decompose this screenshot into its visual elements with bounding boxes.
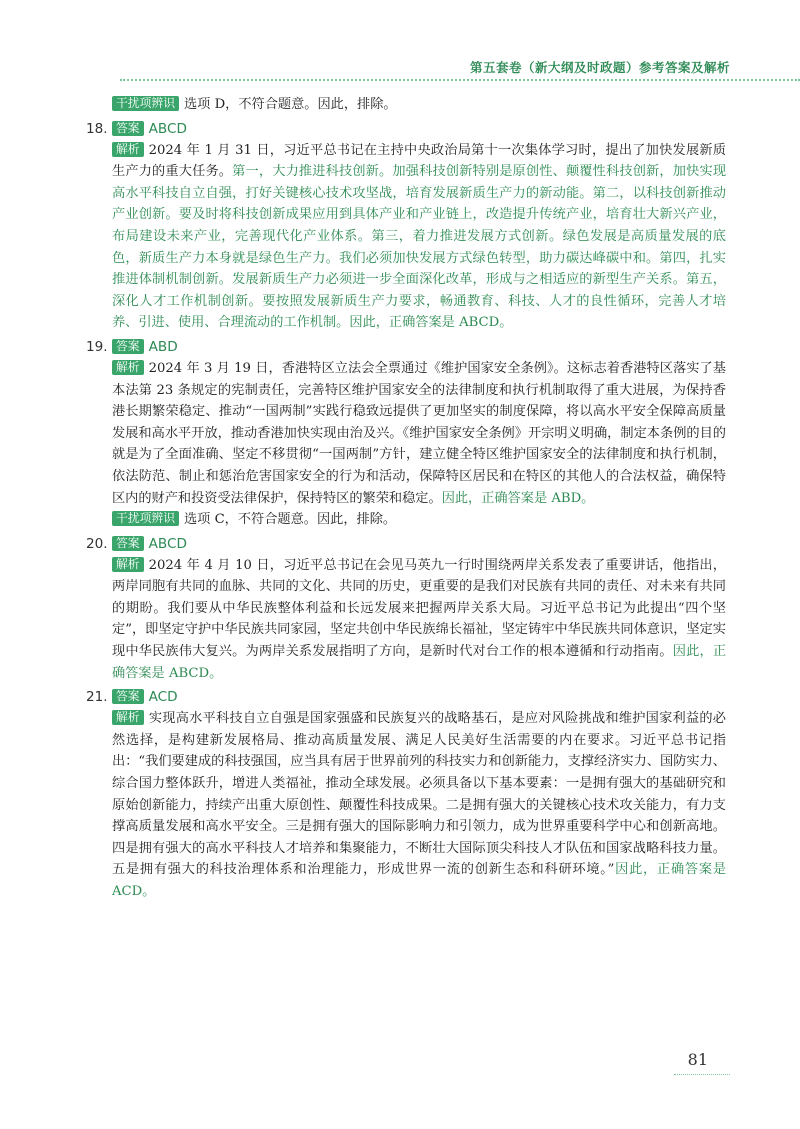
analysis-tag: 解析 [112, 557, 144, 572]
page-number-divider [674, 1074, 730, 1075]
question-20-answer-row [86, 533, 726, 555]
answer-letters: ABD [148, 338, 178, 355]
analysis-highlight: 第一，大力推进科技创新。加强科技创新特别是原创性、颠覆性科技创新，加快实现高水平科技自立自强，打好关键核心技术攻坚战，培育发展新质生产力的新动能。第二，以科技创新推动产业创新。要及时将科技创新成果应用到具体产业和产业链上，改造提升传统产业，培育壮大新兴产业，布局建设未来产业，完善现代化产业体系。第三，着力推进发展方式创新。绿色发展是高质量发展的底色，新质生产力本身就是绿色生产力。我们必须加快发展方式绿色转型，助力碳达峰碳中和。第四，扎实推进体制机制创新。发展新质生产力必须进一步全面深化改革，形成与之相适应的新型生产关系。第五，深化人才工作机制创新。要按照发展新质生产力要求，畅通教育、科技、人才的良性循环，完善人才培养、引进、使用、合理流动的工作机制。因此，正确答案是 ABCD。 [112, 164, 727, 331]
answer-letters: ABCD [148, 120, 187, 137]
distractor-note-prev [112, 94, 726, 116]
distractor-text: 选项 D，不符合题意。因此，排除。 [184, 97, 397, 112]
question-number: 19. [86, 338, 108, 355]
analysis-tag: 解析 [112, 710, 144, 725]
answer-letters: ACD [148, 689, 178, 706]
question-21-answer-row [86, 686, 726, 708]
distractor-tag: 干扰项辨识 [112, 511, 179, 526]
answer-letters: ABCD [148, 535, 187, 552]
question-number: 18. [86, 120, 108, 137]
question-18-answer-row [86, 118, 726, 140]
analysis-text: 实现高水平科技自立自强是国家强盛和民族复兴的战略基石，是应对风险挑战和维护国家利益的必然选择，是构建新发展格局、推动高质量发展、满足人民美好生活需要的内在要求。习近平总书记指出：“我们要建成的科技强国，应当具有居于世界前列的科技实力和创新能力，支撑经济实力、国防实力、综合国力整体跃升，增进人类福祉，推动全球发展。必须具备以下基本要素：一是拥有强大的基础研究和原始创新能力，持续产出重大原创性、颠覆性科技成果。二是拥有强大的关键核心技术攻关能力，有力支撑高质量发展和高水平安全。三是拥有强大的国际影响力和引领力，成为世界重要科学中心和创新高地。四是拥有强大的高水平科技人才培养和集聚能力，不断壮大国际顶尖科技人才队伍和国家战略科技力量。五是拥有强大的科技治理体系和治理能力，形成世界一流的创新生态和科研环境。” [112, 711, 726, 878]
question-18-analysis [112, 140, 726, 334]
question-20-analysis [112, 555, 726, 685]
analysis-highlight: 因此，正确答案是 ACD。 [112, 862, 727, 899]
analysis-tag: 解析 [112, 360, 144, 375]
page-number: 81 [687, 1050, 708, 1069]
header-divider [120, 79, 800, 81]
question-number: 21. [86, 689, 108, 706]
answer-tag: 答案 [112, 689, 144, 704]
question-19-answer-row [86, 336, 726, 358]
analysis-text: 2024 年 3 月 19 日，香港特区立法会全票通过《维护国家安全条例》。这标志着香港特区落实了基本法第 23 条规定的宪制责任，完善特区维护国家安全的法律制度和执行机制取得了重大进展，为保持香港长期繁荣稳定、推动“一国两制”实践行稳致远提供了更加坚实的制度保障，将以高水平安全保障高质量发展和高水平开放，推动香港加快实现由治及兴。《维护国家安全条例》开宗明义明确，制定本条例的目的就是为了全面准确、坚定不移贯彻“一国两制”方针，建立健全特区维护国家安全的法律制度和执行机制，依法防范、制止和惩治危害国家安全的行为和活动，保障特区居民和在特区的其他人的合法权益，确保特区内的财产和投资受法律保护，保持特区的繁荣和稳定。 [112, 360, 726, 506]
question-19-distractor [112, 509, 726, 531]
answer-content [86, 94, 726, 903]
distractor-text: 选项 C，不符合题意。因此，排除。 [184, 512, 397, 528]
header-title: 第五套卷（新大纲及时政题）参考答案及解析 [469, 60, 730, 75]
analysis-text: 2024 年 1 月 31 日，习近平总书记在主持中央政治局第十一次集体学习时，提出了加快发展新质生产力的重大任务。 [112, 142, 726, 180]
analysis-highlight: 因此，正确答案是 ABCD。 [112, 644, 727, 681]
answer-tag: 答案 [112, 121, 144, 136]
question-19-analysis [112, 358, 726, 509]
analysis-text: 2024 年 4 月 10 日，习近平总书记在会见马英九一行时围绕两岸关系发表了重要讲话，他指出，两岸同胞有共同的血脉、共同的文化、共同的历史，更重要的是我们对民族有共同的责任、对未来有共同的期盼。我们要从中华民族整体利益和长远发展来把握两岸关系大局。习近平总书记为此提出“四个坚定”，即坚定守护中华民族共同家园，坚定共创中华民族绵长福祉，坚定铸牢中华民族共同体意识，坚定实现中华民族伟大复兴。为两岸关系发展指明了方向，是新时代对台工作的根本遵循和行动指南。 [112, 557, 726, 660]
analysis-highlight: 因此，正确答案是 ABD。 [441, 490, 595, 506]
answer-tag: 答案 [112, 339, 144, 354]
analysis-tag: 解析 [112, 142, 144, 157]
question-number: 20. [86, 535, 108, 552]
question-21-analysis [112, 708, 726, 902]
answer-tag: 答案 [112, 536, 144, 551]
distractor-tag: 干扰项辨识 [112, 96, 179, 111]
